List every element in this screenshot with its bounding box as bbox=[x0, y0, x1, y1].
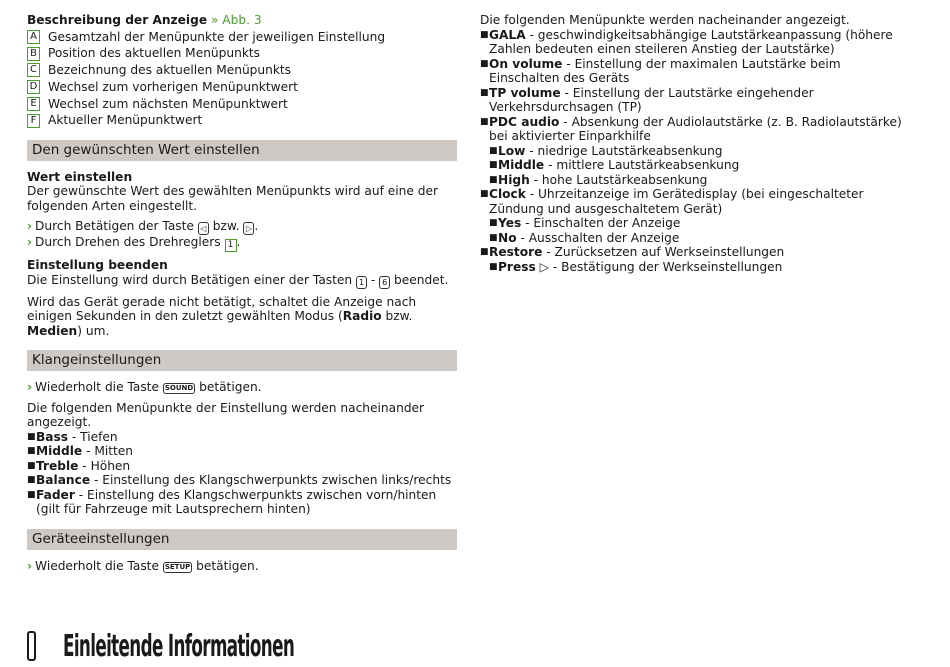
instruction-step bbox=[27, 380, 457, 395]
item-term: Low bbox=[498, 143, 526, 158]
item-desc: - Absenkung der Audiolautstärke (z. B. Radiolautstärke) bei aktivierter Einparkhilfe bbox=[489, 114, 902, 143]
item-term: Treble bbox=[36, 458, 79, 473]
paragraph-text: Die Einstellung wird durch Betätigen einer der Tasten bbox=[27, 272, 353, 287]
legend-item bbox=[27, 80, 457, 95]
footer-title: Einleitende Informationen bbox=[63, 629, 295, 664]
legend-item bbox=[27, 113, 457, 128]
item-desc: - Einstellung des Klangschwerpunkts zwischen vorn/hinten (gilt für Fahrzeuge mit Lautsprechern hinten) bbox=[36, 487, 437, 517]
list-item-clock: ■ Clock - Uhrzeitanzeige im Gerätedisplay (bei eingeschalteter Zündung und ausgeschaltetem Gerät) bbox=[480, 187, 864, 216]
item-desc: - geschwindigkeitsabhängige Lautstärkeanpassung (höhere Zahlen bedeuten einen steileren Anstieg der Lautstärke) bbox=[489, 27, 893, 56]
item-term: TP volume bbox=[489, 85, 561, 100]
legend-key: F bbox=[27, 114, 40, 128]
chevron-right-icon: › bbox=[27, 219, 33, 234]
list-item: ■ Balance - Einstellung des Klangschwerpunkts zwischen links/rechts bbox=[27, 473, 452, 488]
item-term: Balance bbox=[36, 473, 91, 488]
legend-key: D bbox=[27, 80, 40, 94]
item-term: Yes bbox=[498, 216, 522, 230]
section-title-sound: Klangeinstellungen bbox=[27, 350, 457, 371]
item-desc: - Einstellung des Klangschwerpunkts zwischen links/rechts bbox=[93, 473, 452, 488]
paragraph-text: - bbox=[370, 272, 376, 287]
chevron-right-icon: › bbox=[27, 558, 33, 573]
instruction-step: › Durch Betätigen der Taste ◁ bzw. ▷ . bbox=[27, 219, 259, 234]
list-item-on-volume: ■ On volume - Einstellung der maximalen Lautstärke beim Einschalten des Geräts bbox=[480, 56, 841, 85]
sub-list-item: ■ Low - niedrige Lautstärkeabsenkung bbox=[489, 143, 723, 158]
section-title-set-value: Den gewünschten Wert einstellen bbox=[27, 140, 457, 161]
item-desc: - mittlere Lautstärkeabsenkung bbox=[548, 158, 740, 172]
item-term: PDC audio bbox=[489, 114, 560, 129]
right-column bbox=[480, 13, 912, 274]
legend-text: Wechsel zum nächsten Menüpunktwert bbox=[48, 96, 288, 111]
paragraph-text: beendet. bbox=[394, 272, 449, 287]
item-term: On volume bbox=[489, 56, 563, 71]
list-item-gala: ■ GALA - geschwindigkeitsabhängige Lautstärkeanpassung (höhere Zahlen bedeuten einen steileren Anstieg der Lautstärke) bbox=[480, 27, 893, 56]
legend-text: Aktueller Menüpunktwert bbox=[48, 113, 203, 128]
page-footer bbox=[27, 631, 327, 663]
sub-list-item: ■ Press ▷ - Bestätigung der Werkseinstellungen bbox=[489, 259, 783, 274]
item-term: Middle bbox=[36, 444, 83, 459]
subheading-set-value: Wert einstellen bbox=[27, 169, 133, 184]
play-arrow-icon: ▷ bbox=[539, 259, 549, 274]
item-term: No bbox=[498, 230, 517, 245]
paragraph-text: bzw. bbox=[385, 309, 413, 324]
prev-key-icon: ◁ bbox=[198, 222, 209, 235]
list-item-tp-volume: ■ TP volume - Einstellung der Lautstärke eingehender Verkehrsdurchsagen (TP) bbox=[480, 85, 814, 114]
item-desc: - Einschalten der Anzeige bbox=[525, 216, 681, 230]
paragraph bbox=[27, 273, 457, 289]
list-item: ■ Bass - Tiefen bbox=[27, 429, 118, 444]
item-desc: - niedrige Lautstärkeabsenkung bbox=[529, 143, 723, 158]
legend-key: A bbox=[27, 30, 40, 44]
legend-key: B bbox=[27, 47, 40, 61]
mode-radio: Radio bbox=[342, 309, 382, 324]
item-term: Press bbox=[498, 259, 536, 274]
rotary-knob-ref: 1 bbox=[225, 239, 237, 252]
legend-text: Gesamtzahl der Menüpunkte der jeweiligen Einstellung bbox=[48, 29, 386, 44]
list-item-restore: ■ Restore - Zurücksetzen auf Werkseinstellungen bbox=[480, 245, 785, 259]
paragraph: Der gewünschte Wert des gewählten Menüpunkts wird auf eine der folgenden Arten eingestellt. bbox=[27, 184, 439, 213]
sub-list-item: ■ Yes - Einschalten der Anzeige bbox=[489, 216, 681, 230]
item-term: Fader bbox=[36, 487, 75, 502]
legend-key: C bbox=[27, 63, 40, 77]
preset-key-6-icon: 6 bbox=[379, 276, 390, 289]
instruction-text: Durch Drehen des Drehreglers bbox=[35, 235, 221, 250]
instruction-text: Wiederholt die Taste bbox=[35, 380, 159, 395]
item-desc: - Höhen bbox=[82, 458, 131, 473]
sub-list-item: ■ No - Ausschalten der Anzeige bbox=[489, 230, 680, 245]
item-desc: - Einstellung der maximalen Lautstärke beim Einschalten des Geräts bbox=[489, 56, 841, 85]
list-item: ■ Treble - Höhen bbox=[27, 458, 131, 473]
chevron-right-icon: › bbox=[27, 380, 33, 395]
item-desc: - Ausschalten der Anzeige bbox=[520, 230, 680, 245]
left-column bbox=[27, 13, 457, 573]
page-number-icon bbox=[27, 631, 36, 661]
sub-list-item: ■ High - hohe Lautstärkeabsenkung bbox=[489, 172, 708, 187]
item-term: Clock bbox=[489, 187, 526, 201]
figure-reference[interactable]: » Abb. 3 bbox=[210, 13, 262, 27]
sound-key-icon: SOUND bbox=[164, 384, 194, 393]
paragraph: Die folgenden Menüpunkte der Einstellung werden nacheinander angezeigt. bbox=[27, 400, 425, 430]
paragraph-text: ) um. bbox=[77, 323, 110, 338]
subheading-finish: Einstellung beenden bbox=[27, 258, 168, 273]
legend-item bbox=[27, 63, 457, 78]
instruction-text: Wiederholt die Taste bbox=[35, 558, 159, 573]
instruction-text: betätigen. bbox=[199, 380, 262, 395]
instruction-step bbox=[27, 559, 457, 574]
legend-item bbox=[27, 46, 457, 61]
legend-key: E bbox=[27, 97, 40, 111]
item-desc: - Uhrzeitanzeige im Gerätedisplay (bei eingeschalteter Zündung und ausgeschaltetem Gerät) bbox=[489, 187, 864, 216]
legend-text: Position des aktuellen Menüpunkts bbox=[48, 46, 261, 61]
item-term: Bass bbox=[36, 429, 69, 444]
paragraph: Die folgenden Menüpunkte werden nacheinander angezeigt. bbox=[480, 13, 850, 27]
chevron-right-icon: › bbox=[27, 235, 33, 250]
preset-key-1-icon: 1 bbox=[356, 276, 367, 289]
sub-list-item: ■ Middle - mittlere Lautstärkeabsenkung bbox=[489, 158, 740, 172]
legend-item bbox=[27, 97, 457, 112]
legend-text: Bezeichnung des aktuellen Menüpunkts bbox=[48, 63, 292, 78]
instruction-text: bzw. bbox=[212, 219, 240, 234]
item-desc: - Mitten bbox=[86, 444, 134, 459]
next-key-icon: ▷ bbox=[243, 222, 254, 235]
item-desc: - Einstellung der Lautstärke eingehender Verkehrsdurchsagen (TP) bbox=[489, 85, 814, 114]
instruction-step: › Durch Drehen des Drehreglers 1 . bbox=[27, 235, 241, 251]
paragraph bbox=[27, 295, 457, 339]
item-desc: - hohe Lautstärkeabsenkung bbox=[533, 172, 708, 187]
item-term: Restore bbox=[489, 245, 543, 259]
list-item-pdc-audio: ■ PDC audio - Absenkung der Audiolautstärke (z. B. Radiolautstärke) bei aktivierter Einparkhilfe bbox=[480, 114, 902, 143]
instruction-text: Durch Betätigen der Taste bbox=[35, 219, 194, 234]
legend-item bbox=[27, 30, 457, 45]
section-title-device: Geräteeinstellungen bbox=[27, 529, 457, 550]
legend-title: Beschreibung der Anzeige bbox=[27, 13, 208, 27]
paragraph-text: Wird das Gerät gerade nicht betätigt, schaltet die Anzeige nach einigen Sekunden in den zuletzt gewählten Modus ( bbox=[27, 294, 417, 324]
mode-media: Medien bbox=[27, 323, 78, 338]
item-term: Middle bbox=[498, 158, 545, 172]
list-item: ■ Fader - Einstellung des Klangschwerpunkts zwischen vorn/hinten (gilt für Fahrzeuge mit Lautsprechern hinten) bbox=[27, 487, 437, 517]
item-desc: - Bestätigung der Werkseinstellungen bbox=[552, 259, 783, 274]
legend-heading bbox=[27, 13, 457, 28]
legend-text: Wechsel zum vorherigen Menüpunktwert bbox=[48, 79, 298, 94]
item-desc: - Zurücksetzen auf Werkseinstellungen bbox=[546, 245, 785, 259]
item-term: GALA bbox=[489, 27, 526, 42]
setup-key-icon: SETUP bbox=[164, 562, 191, 571]
list-item: ■ Middle - Mitten bbox=[27, 444, 134, 459]
item-desc: - Tiefen bbox=[71, 429, 118, 444]
item-term: High bbox=[498, 172, 530, 187]
instruction-text: betätigen. bbox=[196, 558, 259, 573]
